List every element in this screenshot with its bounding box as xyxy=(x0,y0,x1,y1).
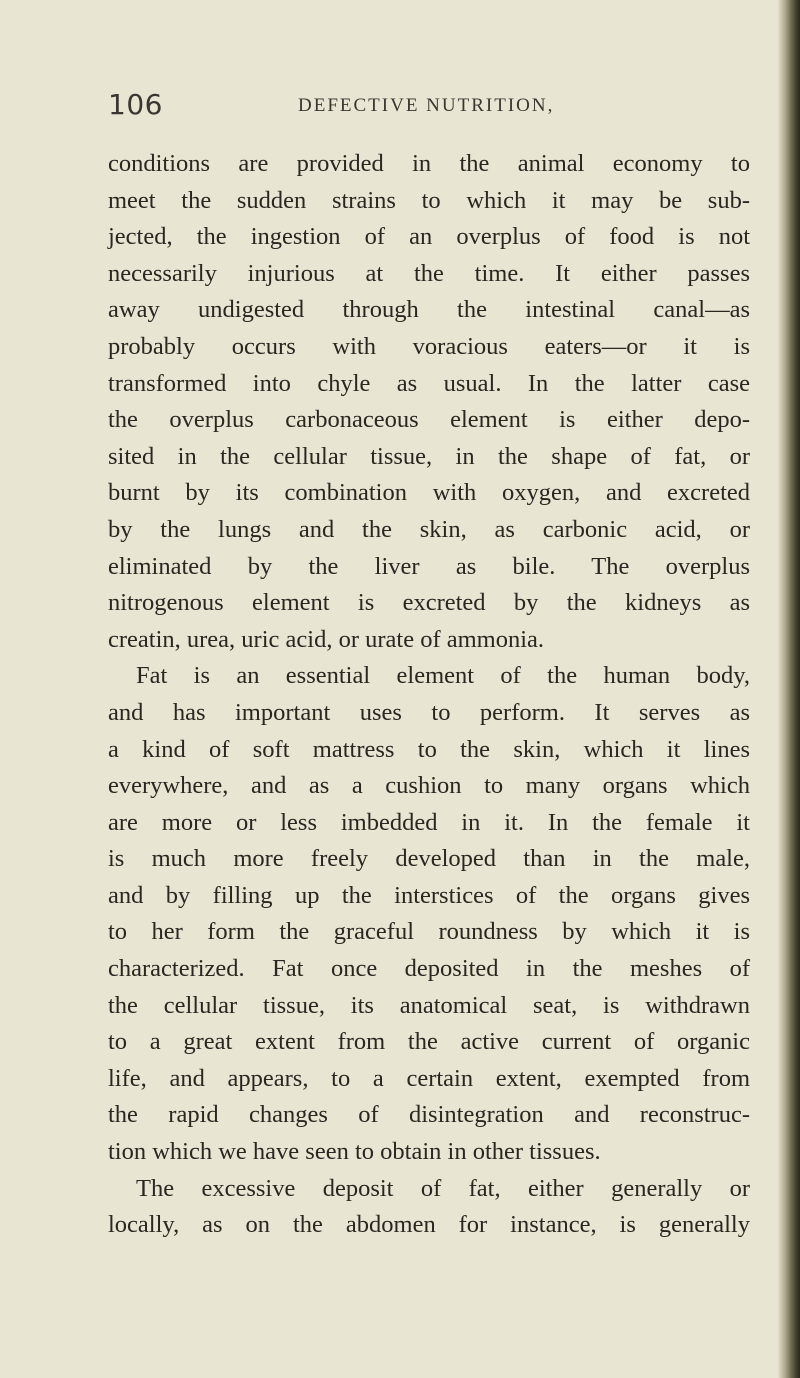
text-line: the overplus carbonaceous element is either depo- xyxy=(108,406,750,434)
text-line: the cellular tissue, its anatomical seat, is withdrawn xyxy=(108,991,750,1019)
text-line: to a great extent from the active current of organic xyxy=(108,1028,750,1056)
text-line: and has important uses to perform. It serves as xyxy=(108,698,750,726)
text-line: by the lungs and the skin, as carbonic acid, or xyxy=(108,515,750,543)
running-head xyxy=(108,88,748,122)
running-title: DEFECTIVE NUTRITION, xyxy=(298,95,555,116)
text-line: characterized. Fat once deposited in the meshes of xyxy=(108,955,750,983)
text-line: to her form the graceful roundness by which it is xyxy=(108,918,750,946)
text-line: a kind of soft mattress to the skin, which it lines xyxy=(108,735,750,763)
text-line: tion which we have seen to obtain in other tissues. xyxy=(108,1138,601,1166)
page-edge-shadow xyxy=(778,0,800,1378)
text-line: meet the sudden strains to which it may be sub- xyxy=(108,186,750,214)
text-line: and by filling up the interstices of the organs gives xyxy=(108,881,750,909)
text-line: are more or less imbedded in it. In the female it xyxy=(108,808,750,836)
text-line: life, and appears, to a certain extent, exempted from xyxy=(108,1064,750,1092)
text-line: is much more freely developed than in the male, xyxy=(108,845,750,873)
text-line: probably occurs with voracious eaters—or it is xyxy=(108,332,750,360)
text-line: everywhere, and as a cushion to many organs which xyxy=(108,772,750,800)
text-line: creatin, urea, uric acid, or urate of ammonia. xyxy=(108,625,545,653)
text-line: The excessive deposit of fat, either generally or xyxy=(136,1174,750,1202)
text-line: eliminated by the liver as bile. The overplus xyxy=(108,552,750,580)
text-line: necessarily injurious at the time. It either passes xyxy=(108,259,750,287)
text-line: transformed into chyle as usual. In the latter case xyxy=(108,369,750,397)
page-number: 106 xyxy=(108,88,163,121)
text-line: away undigested through the intestinal canal—as xyxy=(108,296,750,324)
body-text xyxy=(108,146,750,1244)
text-line: locally, as on the abdomen for instance, is generally xyxy=(108,1211,750,1239)
text-line: sited in the cellular tissue, in the shape of fat, or xyxy=(108,442,750,470)
text-line: burnt by its combination with oxygen, and excreted xyxy=(108,479,750,507)
text-line: the rapid changes of disintegration and reconstruc- xyxy=(108,1101,750,1129)
text-line: jected, the ingestion of an overplus of food is not xyxy=(108,223,750,251)
text-line: nitrogenous element is excreted by the kidneys as xyxy=(108,589,750,617)
text-line: conditions are provided in the animal economy to xyxy=(108,150,750,177)
text-line: Fat is an essential element of the human body, xyxy=(136,662,750,690)
